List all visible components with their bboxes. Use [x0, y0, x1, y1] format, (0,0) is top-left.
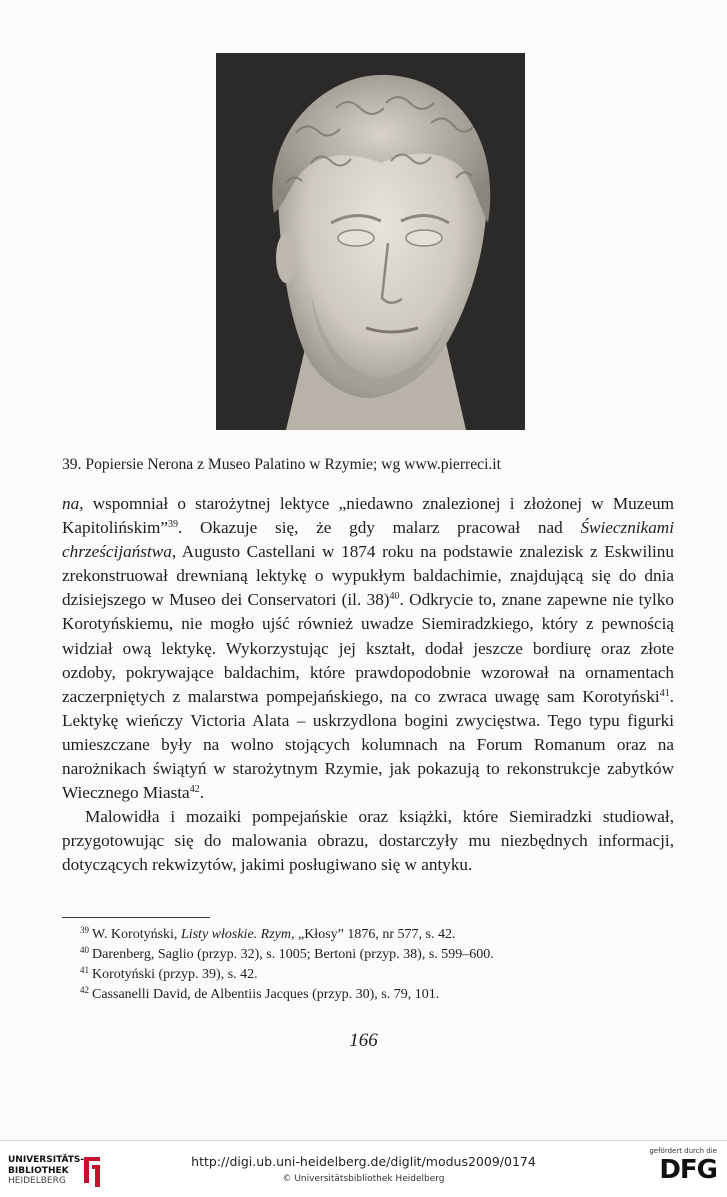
text-fragment: , wspomniał o starożytnej lektyce „niedawno znalezionej i złożonej w Muzeum Kapitolińskim” [62, 494, 674, 538]
funder-caption: gefördert durch die [649, 1147, 717, 1155]
library-name-line: UNIVERSITÄTS- [8, 1155, 85, 1165]
text-fragment: . [199, 783, 204, 803]
footnote-ref-40[interactable]: 40 [389, 591, 400, 603]
digitization-footer [0, 1140, 727, 1197]
footnote-italic: Listy włoskie. Rzym [180, 927, 291, 942]
footnote-number: 41 [80, 965, 89, 975]
footnote-41 [80, 966, 680, 984]
figure-caption: 39. Popiersie Nerona z Museo Palatino w Rzymie; wg www.pierreci.it [62, 456, 501, 473]
italic-title: Świecznikami chrześcijaństwa [62, 518, 674, 562]
footnote-number: 42 [80, 985, 89, 995]
library-name-line: HEIDELBERG [8, 1176, 66, 1186]
footnote-ref-39[interactable]: 39 [167, 519, 178, 531]
footnote-divider [62, 917, 210, 918]
permalink-url[interactable]: http://digi.ub.uni-heidelberg.de/diglit/modus2009/0174 [191, 1154, 536, 1169]
footnote-39 [80, 926, 680, 944]
footnote-number: 40 [80, 945, 89, 955]
footnote-ref-42[interactable]: 42 [189, 784, 200, 796]
text-fragment: , Augusto Castellani w 1874 roku na podstawie znalezisk z Eskwilinu zrekonstruował drewnianą lektykę o wypukłym baldachimie, znajdującą się do dnia dzisiejszego w Museo dei Conservatori (il. 38) [62, 542, 674, 610]
footnote-text: Korotyński (przyp. 39), s. 42. [92, 967, 258, 982]
text-fragment: . Lektykę wieńczy Victoria Alata – uskrzydlona bogini zwycięstwa. Tego typu figurki umieszczane były na wolno stojących kolumnach na Forum Romanum oraz na narożnikach świątyń w starożytnym Rzymie, jak pokazują to rekonstrukcje zabytków Wiecznego Miasta [62, 686, 674, 803]
footnote-text: Darenberg, Saglio (przyp. 32), s. 1005; Bertoni (przyp. 38), s. 599–600. [92, 947, 494, 962]
footnote-42 [80, 986, 680, 1004]
paragraph-2: Malowidła i mozaiki pompejańskie oraz książki, które Siemiradzki studiował, przygotowując się do malowania obrazu, dostarczyły mu niezbędnych informacji, dotyczących rekwizytów, jakimi posługiwano się w antyku. [62, 807, 674, 875]
funder-logo[interactable] [641, 1147, 717, 1191]
footnote-40 [80, 946, 680, 964]
nero-bust-photo [216, 53, 525, 430]
footnote-text: Cassanelli David, de Albentiis Jacques (przyp. 30), s. 79, 101. [92, 987, 440, 1002]
paragraph-1 [62, 492, 674, 805]
library-name-line: BIBLIOTHEK [8, 1165, 69, 1176]
italic-fragment: na [62, 494, 80, 513]
page-number: 166 [349, 1030, 378, 1051]
footnote-ref-41[interactable]: 41 [659, 687, 670, 699]
text-fragment: . Okazuje się, że gdy malarz pracował nad [177, 518, 581, 538]
footnote-number: 39 [80, 925, 89, 935]
dfg-logo-text: DFG [659, 1155, 717, 1185]
body-text [62, 492, 674, 878]
footnote-text: , „Kłosy” 1876, nr 577, s. 42. [290, 927, 456, 942]
copyright-notice: © Universitätsbibliothek Heidelberg [282, 1174, 445, 1184]
footnote-text: W. Korotyński, [92, 927, 181, 942]
text-fragment: . Odkrycie to, znane zapewne nie tylko Korotyńskiemu, nie mogło ujść również uwadze Siemiradzkiego, który z pewnością widział ową lektykę. Wykorzystując jej kształt, dodał jeszcze bordiurę oraz złote ozdoby, pokrywające baldachim, które prawdopodobnie wzorował na ornamentach zaczerpniętych z malarstwa pompejańskiego, na co zwraca uwagę sam Korotyński [62, 590, 674, 706]
nero-bust-image [216, 53, 525, 430]
